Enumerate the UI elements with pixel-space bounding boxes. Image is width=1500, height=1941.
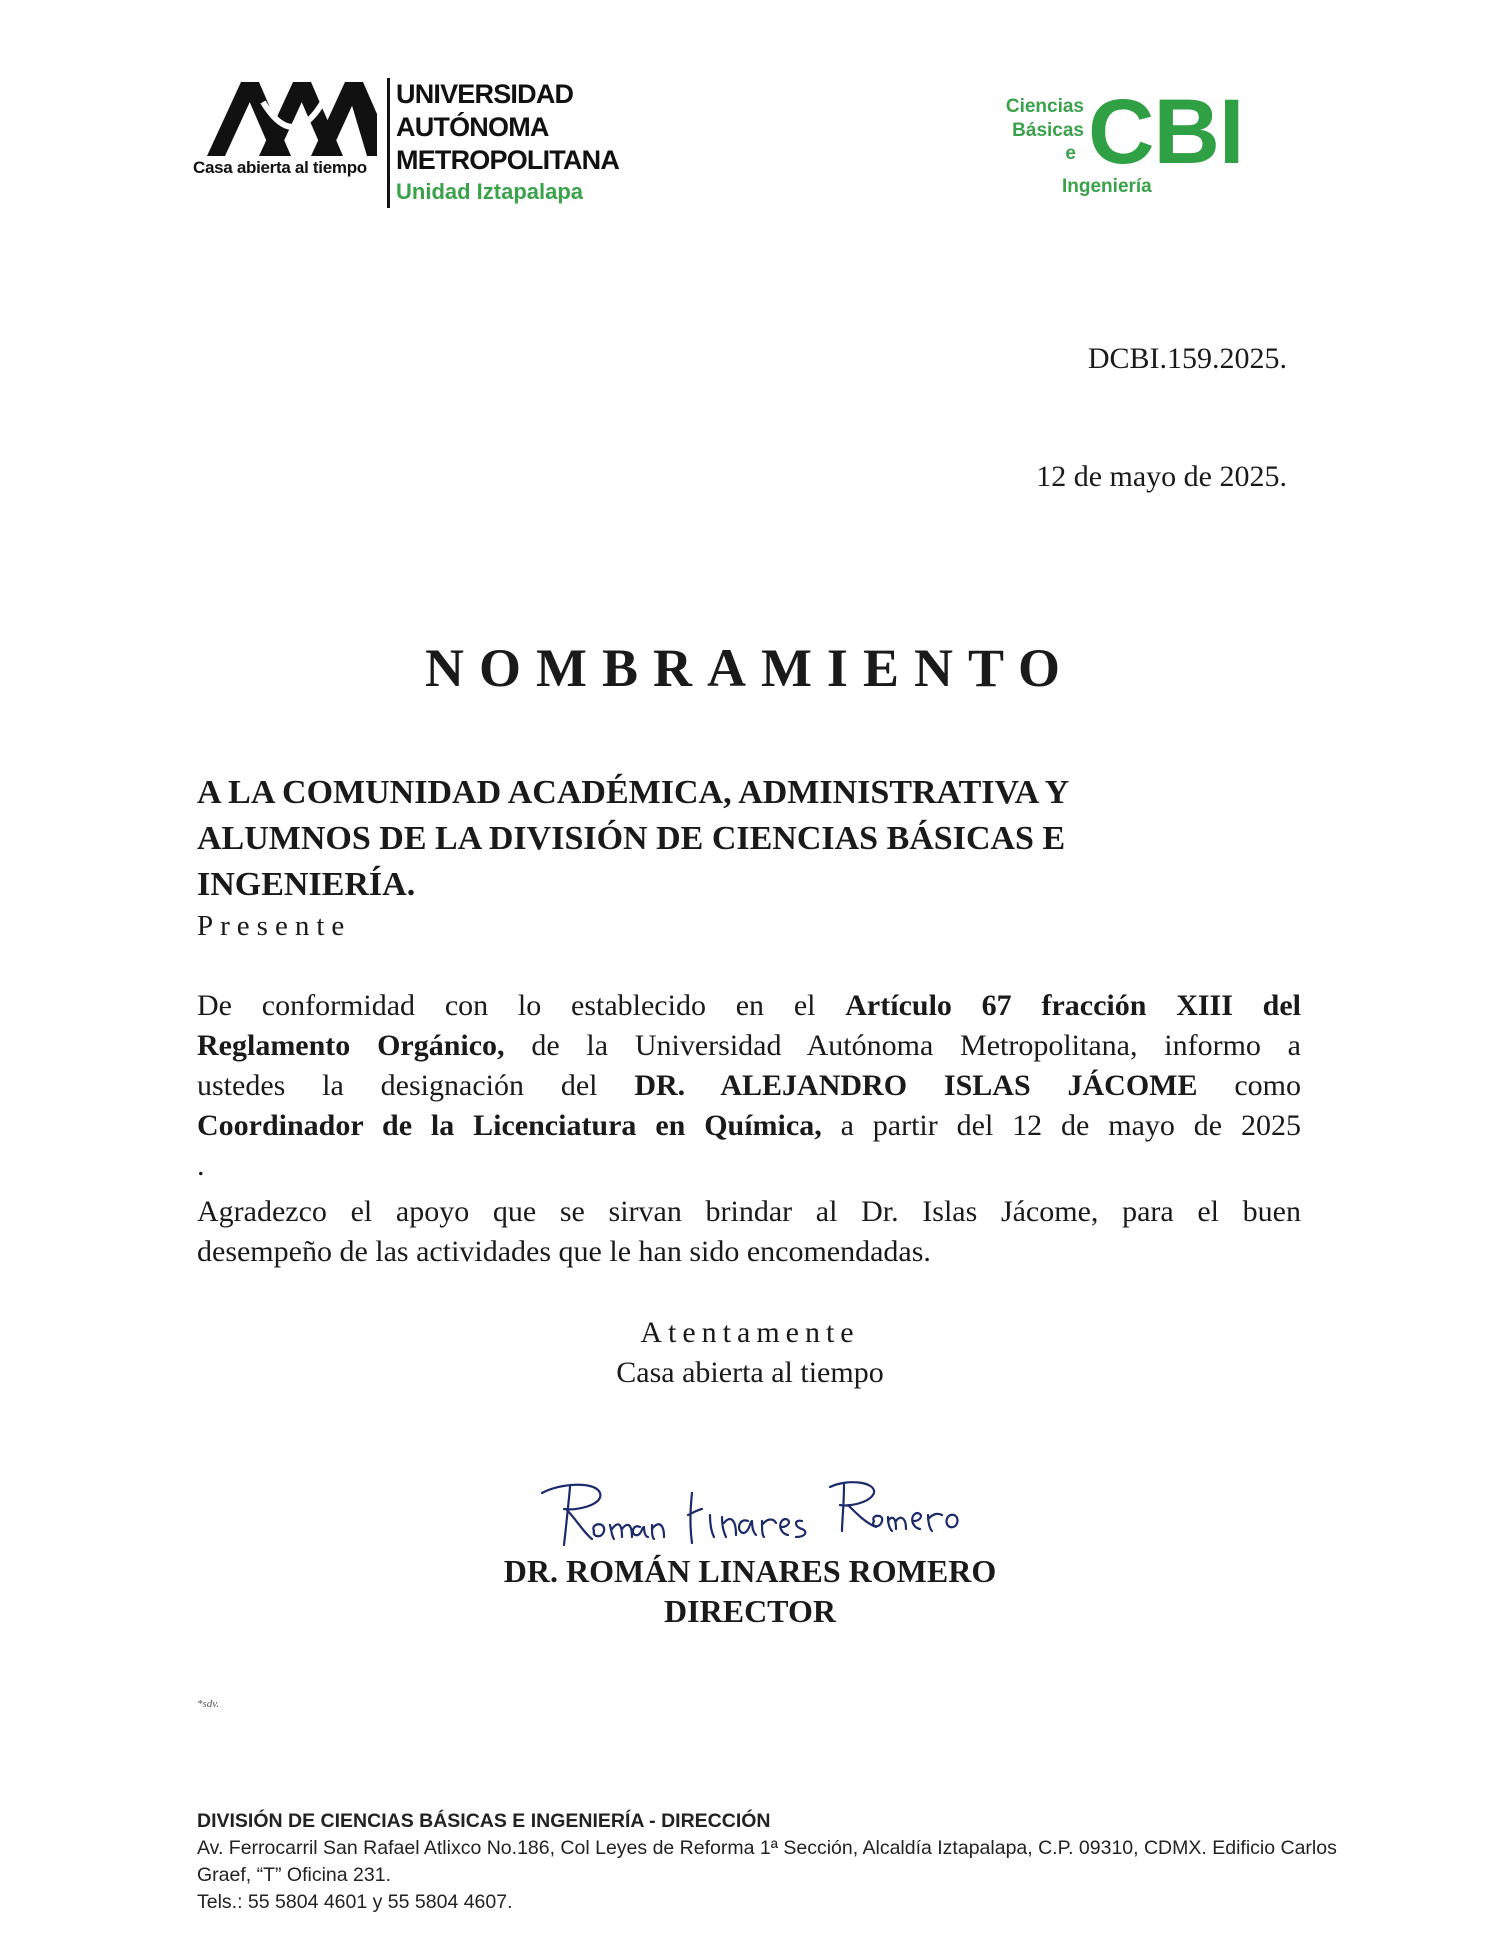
footer-phones: Tels.: 55 5804 4601 y 55 5804 4607. <box>197 1891 513 1913</box>
motto: Casa abierta al tiempo <box>616 1356 884 1389</box>
footer <box>197 1808 1337 1916</box>
signer-title: DIRECTOR <box>664 1593 836 1629</box>
addressee-line: ALUMNOS DE LA DIVISIÓN DE CIENCIAS BÁSICAS E <box>197 820 1066 857</box>
uam-name <box>396 78 619 177</box>
cbi-logo-line: Básicas <box>1012 120 1084 141</box>
paragraph-line <box>197 1026 1301 1066</box>
uam-unit: Unidad Iztapalapa <box>396 179 584 204</box>
document-title: NOMBRAMIENTO <box>424 638 1076 698</box>
body-paragraph-thanks <box>197 1192 1301 1272</box>
addressee-line: A LA COMUNIDAD ACADÉMICA, ADMINISTRATIVA Y <box>197 774 1070 811</box>
bold-text-run: Reglamento Orgánico, <box>197 1029 505 1062</box>
uam-name-line: AUTÓNOMA <box>396 112 549 142</box>
cbi-logo-line: e <box>1065 143 1076 164</box>
paragraph-line: Agradezco el apoyo que se sirvan brindar al Dr. Islas Jácome, para el buen <box>197 1195 1301 1228</box>
footer-address: Av. Ferrocarril San Rafael Atlixco No.186, Col Leyes de Reforma 1ª Sección, Alcaldía Iztapalapa, C.P. 09310, CDMX. Edificio Carlos <box>197 1837 1337 1859</box>
addressee-line: INGENIERÍA. <box>197 866 416 903</box>
footer-heading: DIVISIÓN DE CIENCIAS BÁSICAS E INGENIERÍA - DIRECCIÓN <box>197 1810 771 1832</box>
text-run: a partir del 12 de mayo de 2025 <box>821 1109 1301 1142</box>
signer-name: DR. ROMÁN LINARES ROMERO <box>503 1553 997 1589</box>
text-run: como <box>1197 1069 1301 1102</box>
typist-initials: *sdv. <box>197 1698 220 1710</box>
paragraph-line: . <box>197 1149 205 1182</box>
closing: Atentamente <box>640 1316 860 1349</box>
appointee-name: DR. ALEJANDRO ISLAS JÁCOME <box>634 1069 1198 1102</box>
text-run: De conformidad con lo establecido en el <box>197 989 846 1022</box>
footer-address: Graef, “T” Oficina 231. <box>197 1864 391 1886</box>
cbi-acronym: CBI <box>1088 81 1244 183</box>
document-reference: DCBI.159.2025. <box>1087 342 1287 375</box>
addressee <box>197 770 1297 908</box>
uam-name-line: METROPOLITANA <box>396 145 620 175</box>
text-run: de la Universidad Autónoma Metropolitana, informo a <box>504 1029 1301 1062</box>
uam-tagline: Casa abierta al tiempo <box>193 158 367 177</box>
salutation: Presente <box>197 910 352 942</box>
cbi-logo <box>990 81 1280 206</box>
document-date: 12 de mayo de 2025. <box>1036 460 1287 493</box>
cbi-logo-line: Ingeniería <box>1062 176 1152 197</box>
paragraph-line <box>197 1106 1301 1146</box>
uam-emblem-icon <box>207 82 377 156</box>
uam-name-line: UNIVERSIDAD <box>396 79 574 109</box>
text-run: ustedes la designación del <box>197 1069 635 1102</box>
uam-divider <box>387 78 390 208</box>
cbi-logo-line: Ciencias <box>1005 96 1084 117</box>
handwritten-signature <box>530 1475 970 1565</box>
bold-text-run: Artículo 67 fracción XIII del <box>845 989 1301 1022</box>
paragraph-line <box>197 1066 1301 1106</box>
appointment-position: Coordinador de la Licenciatura en Química, <box>197 1109 822 1142</box>
uam-logo <box>193 78 623 210</box>
paragraph-line <box>197 986 1301 1026</box>
body-paragraph-appointment <box>197 986 1301 1186</box>
paragraph-line: desempeño de las actividades que le han sido encomendadas. <box>197 1235 931 1268</box>
